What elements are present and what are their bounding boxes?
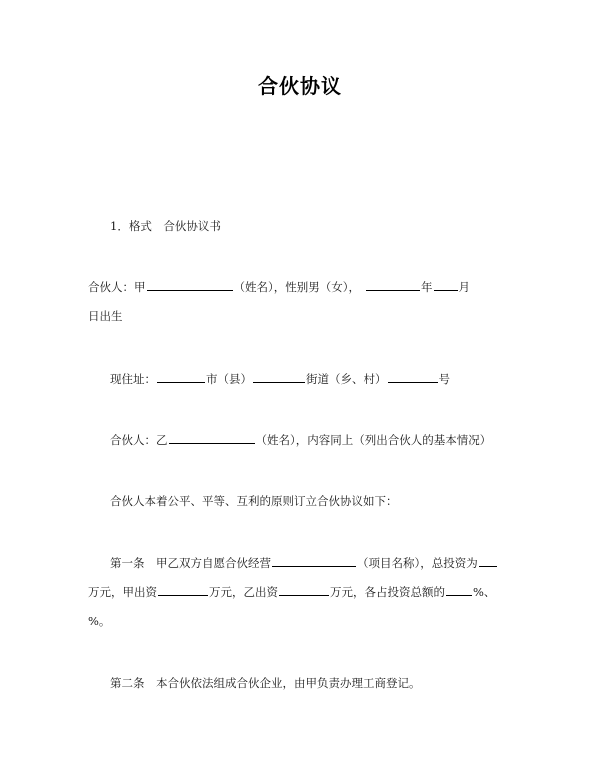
city-text: 市（县） [206,372,252,386]
partner-a-name-hint: （姓名），性别男（女）， [233,280,360,294]
article1-lead: 第一条 甲乙双方自愿合伙经营 [110,556,271,570]
street-text: 街道（乡、村） [306,372,387,386]
article1-wan-c: 万元，各占投资总额的 [330,585,445,599]
number-blank [388,371,438,383]
article1-pct-a: %、 [473,585,496,599]
partner-a-label: 合伙人：甲 [88,280,146,294]
partner-b-name-blank [169,432,255,444]
street-blank [253,371,305,383]
city-blank [157,371,205,383]
principle-line [110,493,398,509]
document-title: 合伙协议 [258,74,342,98]
total-investment-blank [479,555,497,567]
article1-wan-a: 万元，甲出资 [88,585,157,599]
principle-text: 合伙人本着公平、平等、互利的原则订立合伙协议如下： [110,494,398,508]
partner-b-name-hint: （姓名），内容同上（列出合伙人的基本情况） [255,433,492,447]
birth-year-blank [366,279,420,291]
article2-text: 第二条 本合伙依法组成合伙企业，由甲负责办理工商登记。 [110,676,421,690]
a-contribution-blank [158,584,208,596]
article1-line3 [88,613,110,629]
a-percent-blank [446,584,472,596]
article1-wan-b: 万元，乙出资 [209,585,278,599]
partner-b-line [110,432,491,448]
month-text: 月 [458,280,470,294]
format-line [110,218,221,234]
b-contribution-blank [279,584,329,596]
article1-line1 [110,555,498,571]
partner-a-line [88,279,470,295]
birth-text: 日出生 [88,309,123,323]
address-label: 现住址： [110,372,156,386]
birth-month-blank [434,279,458,291]
format-text: 1．格式 合伙协议书 [110,219,221,233]
project-name-blank [272,555,356,567]
article2-line [110,675,421,691]
address-line [110,371,450,387]
year-text: 年 [421,280,433,294]
partner-a-name-blank [147,279,233,291]
article1-line2 [88,584,495,600]
number-text: 号 [438,372,450,386]
birth-line [88,308,123,324]
partner-b-label: 合伙人：乙 [110,433,168,447]
article1-project-text: （项目名称），总投资为 [357,556,478,570]
article1-pct-b: %。 [88,614,111,628]
